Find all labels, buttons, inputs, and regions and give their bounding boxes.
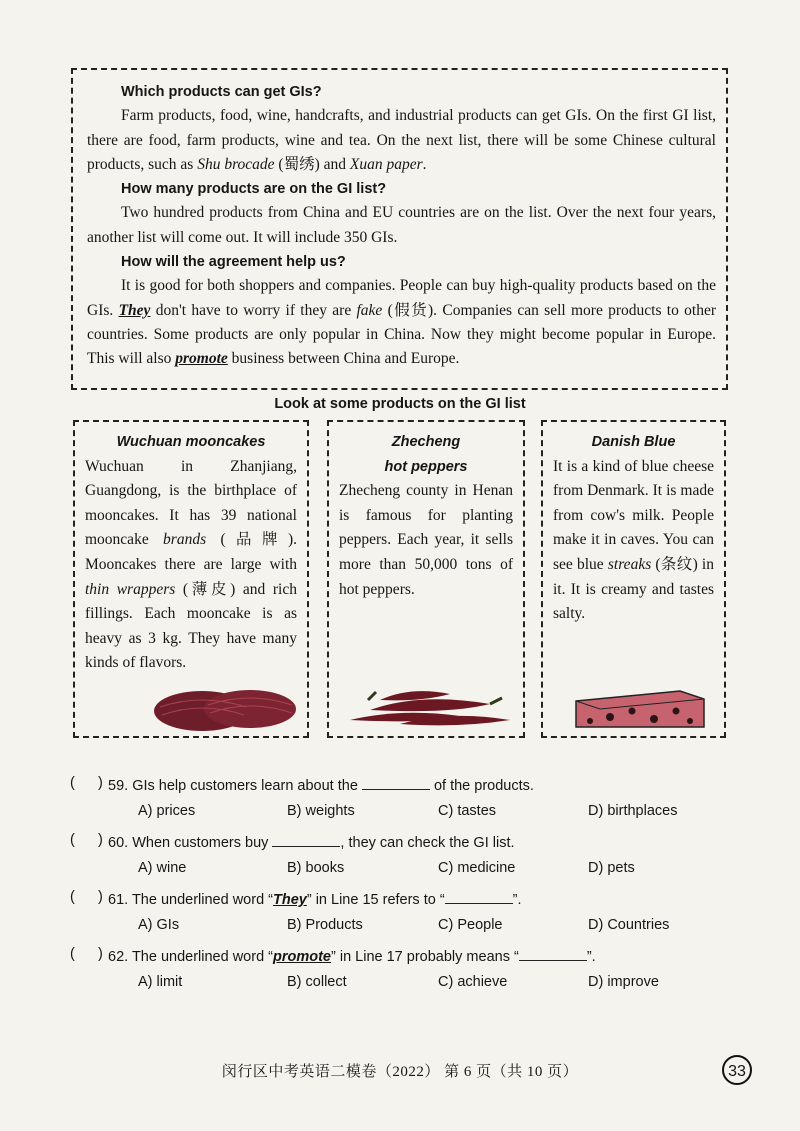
page-badge: 33 [722,1055,752,1085]
blank[interactable] [519,946,587,961]
question-text: 61. The underlined word “They” in Line 15 refers to “ ”. [108,889,522,908]
card-text: It is a kind of blue cheese from Denmark. It is made from cow's milk. People make it in caves. You can see blue streaks (条纹) in it. It is creamy and tastes salty. [553,457,714,623]
option-c[interactable]: C) tastes [438,803,497,819]
option-c[interactable]: C) achieve [438,974,508,990]
option-d[interactable]: D) pets [588,860,635,876]
mooncake-illustration [150,685,300,733]
section-title: Look at some products on the GI list [274,396,526,412]
card-title-line1: Zhecheng [391,434,461,450]
card-title: Danish Blue [591,434,676,450]
answer-paren-open: ( [70,946,75,962]
card-title-line2: hot peppers [384,458,468,475]
question-text: 59. GIs help customers learn about the of the products. [108,775,534,794]
answer-paren-open: ( [70,832,75,848]
answer-paren-close: ) [98,946,103,962]
blank[interactable] [362,775,430,790]
heading-how-many: How many products are on the GI list? [121,181,387,198]
underlined-word-promote: promote [175,350,228,368]
card-text: Zhecheng county in Henan is famous for planting peppers. Each year, it sells more than 50,000 tons of hot peppers. [339,482,513,598]
option-d[interactable]: D) improve [588,974,659,990]
heading-which-products: Which products can get GIs? [121,84,322,100]
card-title: Wuchuan mooncakes [116,434,266,450]
card-text: Wuchuan in Zhanjiang, Guangdong, is the birthplace of mooncakes. It has 39 national mooncake brands (品牌). Mooncakes there are large with thin wrappers (薄皮) and rich fillings. Each mooncake is as heavy as 3 kg. They have many kinds of flavors. [85,457,297,672]
question-text: 62. The underlined word “promote” in Line 17 probably means “ ”. [108,946,596,965]
option-c[interactable]: C) People [438,917,503,933]
answer-paren-open: ( [70,775,75,791]
option-a[interactable]: A) limit [138,974,183,990]
page-footer: 闵行区中考英语二模卷（2022） 第 6 页（共 10 页） [221,1064,579,1080]
answer-paren-close: ) [98,889,103,905]
option-c[interactable]: C) medicine [438,860,516,876]
option-d[interactable]: D) Countries [588,917,670,933]
paragraph-which-products: Farm products, food, wine, handcrafts, and industrial products can get GIs. On the first GI list, there are food, farm products, wine and tea. On the next list, there will be some Chinese cultural products, such as Shu brocade (蜀绣) and Xuan paper. [87,107,716,173]
answer-paren-close: ) [98,775,103,791]
question-text: 60. When customers buy , they can check the GI list. [108,832,515,851]
underlined-word: They [273,892,307,908]
blank[interactable] [445,889,513,904]
paragraph-agreement: It is good for both shoppers and companies. People can buy high-quality products based on the GIs. They don't have to worry if they are fake (假货). Companies can sell more products to other countries. Some products are only popular in China. Now they might become popular in Europe. This will also promote business between China and Europe. [87,277,716,368]
option-b[interactable]: B) books [287,860,345,876]
option-b[interactable]: B) collect [287,974,347,990]
option-a[interactable]: A) GIs [138,917,180,933]
paragraph-how-many: Two hundred products from China and EU countries are on the list. Over the next four years, another list will come out. It will include 350 GIs. [87,204,716,246]
option-d[interactable]: D) birthplaces [588,803,678,819]
hot-peppers-illustration [340,680,520,730]
answer-paren-open: ( [70,889,75,905]
option-b[interactable]: B) weights [287,803,355,819]
option-b[interactable]: B) Products [287,917,363,933]
option-a[interactable]: A) wine [138,860,187,876]
blue-cheese-illustration [570,683,710,731]
blank[interactable] [272,832,340,847]
underlined-word: promote [273,949,331,965]
answer-paren-close: ) [98,832,103,848]
underlined-word-they: They [118,301,151,319]
heading-agreement: How will the agreement help us? [121,254,346,271]
passage-box [71,68,728,390]
option-a[interactable]: A) prices [138,803,196,819]
